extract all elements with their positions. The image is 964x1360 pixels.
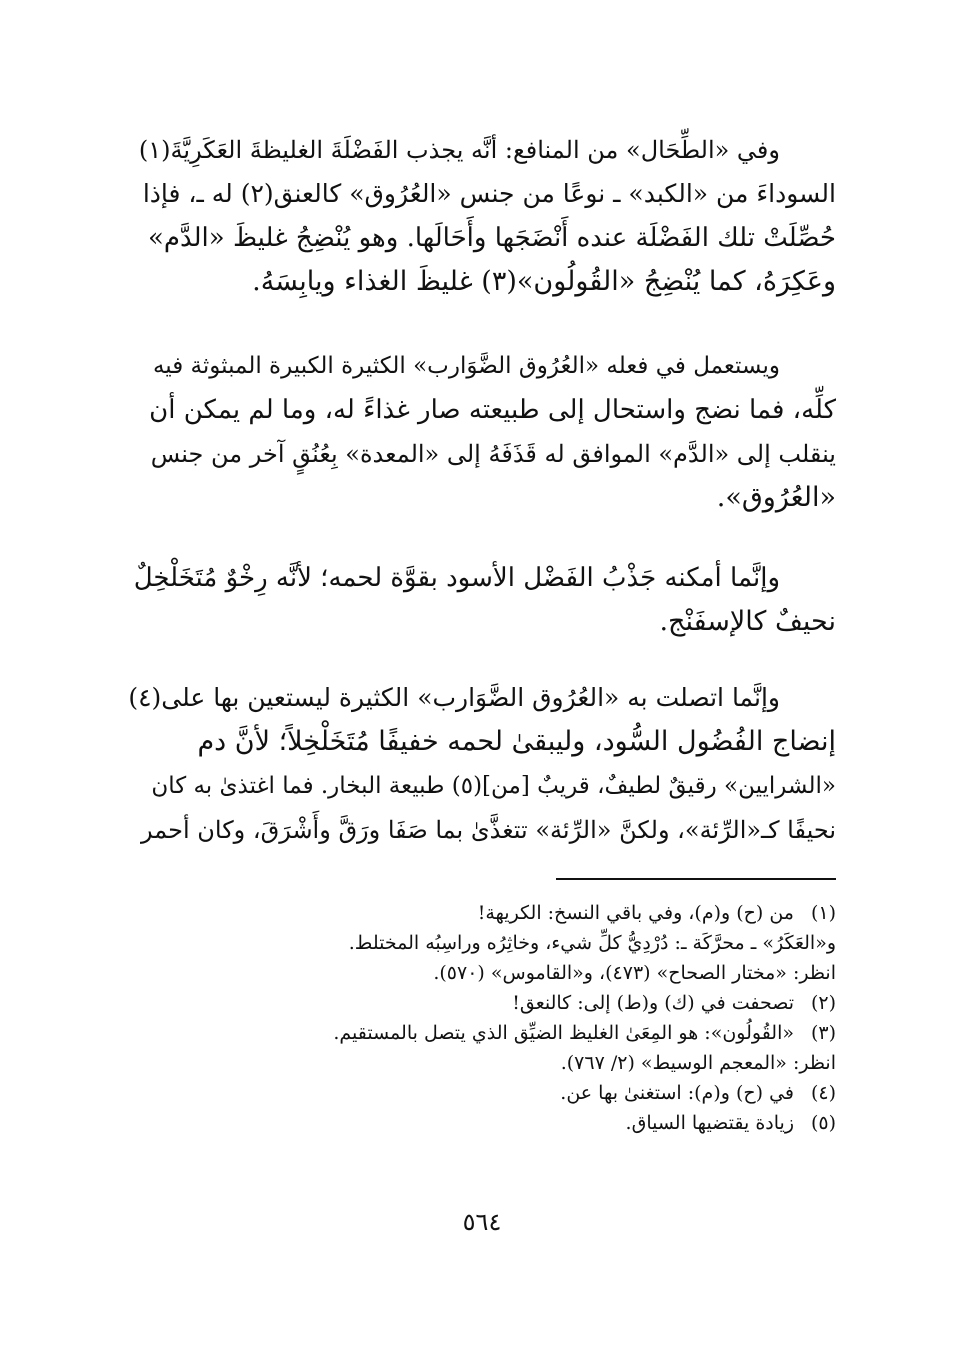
paragraph-pulsating-veins	[128, 344, 836, 520]
footnote-number: (١)	[810, 902, 836, 924]
footnote-3-reference: انظر: «المعجم الوسيط» (٢/ ٧٦٧).	[560, 1052, 836, 1074]
footnote-4	[200, 1078, 836, 1108]
text-line: وفي «الطِّحَال» من المنافع: أنَّه يجذب الفَضْلَةَ الغليظةَ العَكَرِيَّةَ(١)	[138, 136, 780, 164]
paragraph-black-residue	[128, 556, 836, 644]
text-line: «العُرُوق».	[716, 482, 836, 513]
text-line: وإنَّما أمكنه جَذْبُ الفَضْل الأسود بقوَّة لحمه؛ لأنَّه رِخْوٌ مُتَخَلْخِلٌ	[133, 563, 780, 593]
footnote-number: (٤)	[810, 1082, 836, 1104]
text-line: نحيفٌ كالإسفَنْج.	[659, 606, 836, 637]
text-line: ينقلب إلى «الدَّم» الموافق له قَذَفَهُ إلى «المعدة» بِعُنُقٍ آخر من جنس	[150, 440, 836, 468]
text-line: ويستعمل في فعله «العُرُوق الضَّوَارب» الكثيرة الكبيرة المبثوثة فيه	[152, 353, 780, 379]
footnote-separator	[556, 878, 836, 880]
page-number: ٥٦٤	[462, 1208, 502, 1236]
footnote-5	[200, 1108, 836, 1138]
footnote-2	[200, 988, 836, 1018]
text-line: كلِّه، فما نضج واستحال إلى طبيعته صار غذاءً له، وما لم يمكن أن	[149, 395, 836, 425]
text-line: حُصِّلَتْ تلك الفَضْلَة عنده أَنْضَجَها وأَحَالَها. وهو يُنْضِجُ غليظَ «الدَّم»	[147, 223, 836, 253]
text-line: وعَكِرَهُ، كما يُنْضِجُ «القُولُون»(٣) غليظَ الغذاء ويابِسَهُ.	[252, 266, 836, 297]
footnote-number: (٢)	[810, 992, 836, 1014]
paragraph-spleen-function	[128, 128, 836, 304]
paragraph-arteries	[128, 676, 836, 852]
footnotes	[200, 898, 836, 1138]
footnote-text: زيادة يقتضيها السياق.	[625, 1112, 794, 1134]
footnote-1-continuation: و«العَكَرُ» ـ محرَّكَة ـ: دُرْدِيُّ كلِّ شيء، وخاثِرُه وراسِبُه المختلط.	[348, 932, 836, 954]
text-line: السوداءَ من «الكبد» ـ نوعًا من جنس «العُرُوق» كالعنق(٢) له ـ، فإذا	[142, 179, 836, 208]
footnote-3	[200, 1018, 836, 1048]
footnote-number: (٣)	[810, 1022, 836, 1044]
text-line: نحيفًا كـ«الرِّئة»، ولكنَّ «الرِّئة» تتغذَّىٰ بما صَفَا ورَقَّ وأَشْرَقَ، وكان أحمر	[141, 816, 836, 844]
text-line: إنضاج الفُضُول السُّود، وليبقىٰ لحمه خفيفًا مُتَخَلْخِلاً؛ لأنَّ دم	[197, 726, 836, 757]
footnote-1	[200, 898, 836, 928]
text-line: وإنَّما اتصلت به «العُرُوق الضَّوَارب» الكثيرة ليستعين بها على(٤)	[128, 683, 780, 712]
footnote-1-reference: انظر: «مختار الصحاح» (٤٧٣)، و«القاموس» (٥٧٠).	[433, 962, 836, 984]
footnote-text: من (ح) و(م)، وفي باقي النسخ: الكريهة!	[477, 902, 794, 924]
footnote-number: (٥)	[810, 1112, 836, 1134]
text-line: «الشرايين» رقيقٌ لطيفٌ، قريبٌ [من](٥) طبيعة البخار. فما اغتذىٰ به كان	[151, 773, 836, 799]
footnote-text: تصحفت في (ك) و(ط) إلى: كالنعق!	[512, 992, 794, 1014]
footnote-text: في (ح) و(م): استغنىٰ بها عن.	[560, 1082, 794, 1104]
footnote-text: «القُولُون»: هو المِعَىٰ الغليظ الضيِّق الذي يتصل بالمستقيم.	[333, 1022, 794, 1044]
